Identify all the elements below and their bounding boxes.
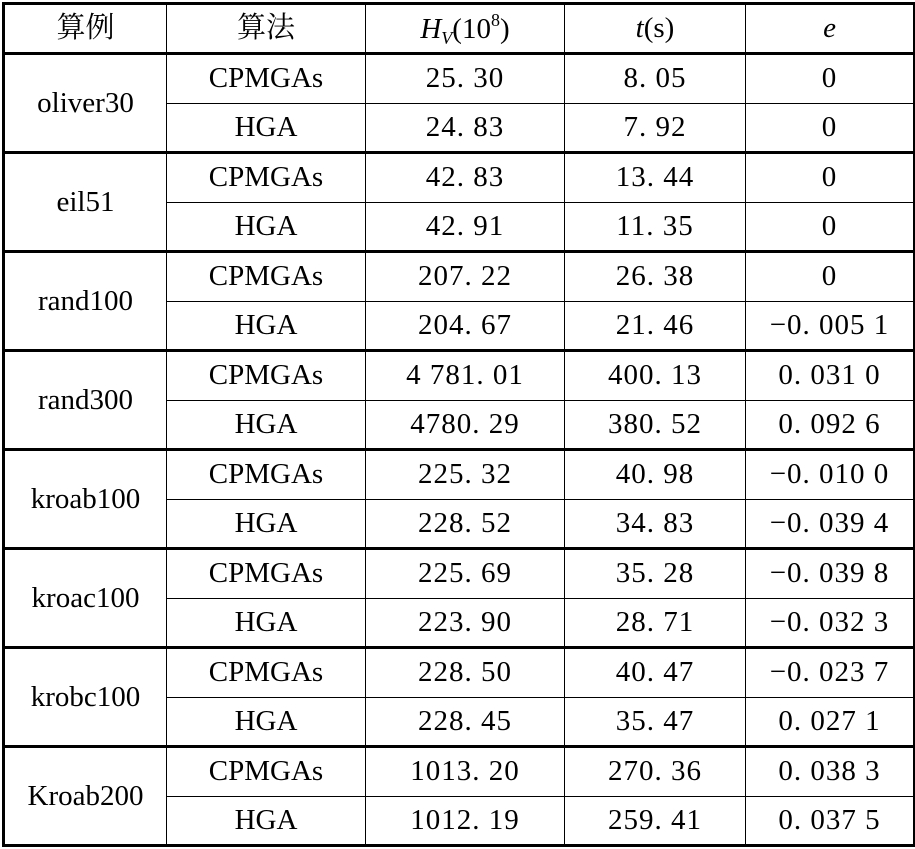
time-value-cell: 40. 47 [565,648,746,698]
algorithm-cell: CPMGAs [167,747,366,797]
time-value-cell: 270. 36 [565,747,746,797]
error-value-cell: −0. 039 4 [746,499,915,549]
header-case: 算例 [4,4,167,54]
t-symbol: t [635,12,644,44]
time-value-cell: 400. 13 [565,351,746,401]
hv-value-cell: 4780. 29 [366,400,565,450]
error-value-cell: 0. 092 6 [746,400,915,450]
t-unit: (s) [643,12,675,44]
case-name-cell: kroac100 [4,549,167,648]
time-value-cell: 7. 92 [565,103,746,153]
error-value-cell: 0 [746,252,915,302]
header-algorithm: 算法 [167,4,366,54]
time-value-cell: 26. 38 [565,252,746,302]
table-body [4,54,915,846]
algorithm-cell: CPMGAs [167,153,366,203]
error-value-cell: 0. 037 5 [746,796,915,846]
hv-value-cell: 42. 83 [366,153,565,203]
time-value-cell: 28. 71 [565,598,746,648]
e-symbol: e [823,12,836,44]
algorithm-cell: HGA [167,103,366,153]
error-value-cell: −0. 032 3 [746,598,915,648]
error-value-cell: −0. 005 1 [746,301,915,351]
algorithm-cell: HGA [167,499,366,549]
results-table [2,2,915,847]
hv-value-cell: 228. 52 [366,499,565,549]
algorithm-cell: HGA [167,796,366,846]
hv-value-cell: 228. 45 [366,697,565,747]
hv-value-cell: 225. 69 [366,549,565,599]
header-time [565,4,746,54]
hv-symbol: H [420,12,442,45]
table-row [4,153,915,203]
algorithm-cell: CPMGAs [167,351,366,401]
time-value-cell: 34. 83 [565,499,746,549]
hv-value-cell: 223. 90 [366,598,565,648]
hv-value-cell: 225. 32 [366,450,565,500]
algorithm-cell: HGA [167,400,366,450]
table-row [4,450,915,500]
hv-value-cell: 42. 91 [366,202,565,252]
table-row [4,252,915,302]
algorithm-cell: HGA [167,598,366,648]
error-value-cell: 0 [746,103,915,153]
header-row [4,4,915,54]
time-value-cell: 35. 47 [565,697,746,747]
time-value-cell: 380. 52 [565,400,746,450]
case-name-cell: Kroab200 [4,747,167,846]
algorithm-cell: CPMGAs [167,648,366,698]
header-error [746,4,915,54]
hv-unit-exponent: 8 [490,9,500,30]
error-value-cell: 0. 038 3 [746,747,915,797]
table-row [4,549,915,599]
hv-unit-open: (10 [452,12,491,45]
header-hv [366,4,565,54]
table-row [4,54,915,104]
hv-value-cell: 204. 67 [366,301,565,351]
error-value-cell: 0. 027 1 [746,697,915,747]
error-value-cell: 0 [746,202,915,252]
algorithm-cell: CPMGAs [167,54,366,104]
hv-subscript: V [441,27,453,48]
results-table-container [2,2,913,847]
table-row [4,351,915,401]
algorithm-cell: CPMGAs [167,252,366,302]
algorithm-cell: HGA [167,301,366,351]
hv-value-cell: 1013. 20 [366,747,565,797]
case-name-cell: kroab100 [4,450,167,549]
time-value-cell: 35. 28 [565,549,746,599]
error-value-cell: −0. 010 0 [746,450,915,500]
table-row [4,648,915,698]
error-value-cell: 0 [746,153,915,203]
error-value-cell: 0. 031 0 [746,351,915,401]
case-name-cell: krobc100 [4,648,167,747]
hv-unit-close: ) [499,12,510,45]
algorithm-cell: HGA [167,202,366,252]
time-value-cell: 13. 44 [565,153,746,203]
case-name-cell: rand100 [4,252,167,351]
time-value-cell: 259. 41 [565,796,746,846]
hv-value-cell: 25. 30 [366,54,565,104]
case-name-cell: eil51 [4,153,167,252]
time-value-cell: 40. 98 [565,450,746,500]
hv-value-cell: 1012. 19 [366,796,565,846]
time-value-cell: 21. 46 [565,301,746,351]
hv-value-cell: 24. 83 [366,103,565,153]
algorithm-cell: CPMGAs [167,549,366,599]
hv-value-cell: 228. 50 [366,648,565,698]
hv-value-cell: 4 781. 01 [366,351,565,401]
error-value-cell: −0. 039 8 [746,549,915,599]
hv-value-cell: 207. 22 [366,252,565,302]
algorithm-cell: HGA [167,697,366,747]
case-name-cell: rand300 [4,351,167,450]
case-name-cell: oliver30 [4,54,167,153]
algorithm-cell: CPMGAs [167,450,366,500]
error-value-cell: 0 [746,54,915,104]
table-row [4,747,915,797]
time-value-cell: 11. 35 [565,202,746,252]
error-value-cell: −0. 023 7 [746,648,915,698]
time-value-cell: 8. 05 [565,54,746,104]
